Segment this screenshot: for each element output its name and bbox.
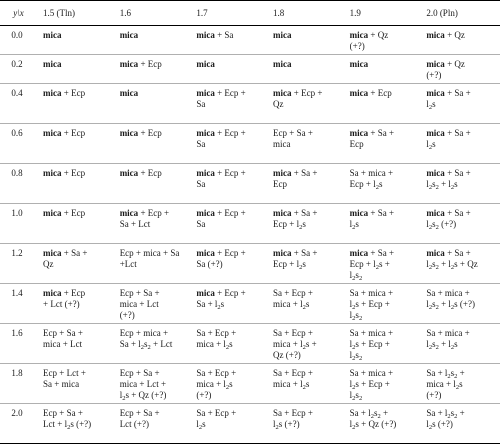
corner-header: y\x — [0, 1, 40, 26]
column-header: 1.5 (Tln) — [40, 1, 117, 26]
table-row — [0, 404, 500, 444]
table-cell: mica + Ecp + Sa — [193, 204, 270, 244]
row-label: 1.6 — [0, 324, 40, 364]
row-label: 2.0 — [0, 404, 40, 444]
table-cell: $Sa + l_2s_2$ + mica + $l_2s$ (+?) — [423, 364, 500, 404]
row-label: 0.4 — [0, 84, 40, 124]
table-cell: mica + Ecp — [40, 124, 117, 164]
column-header: 1.8 — [270, 1, 347, 26]
row-label: 1.4 — [0, 284, 40, 324]
header-row — [0, 1, 500, 26]
table-cell: Ecp + Lct + Sa + mica — [40, 364, 117, 404]
table-cell: mica — [270, 26, 347, 55]
table-cell: mica — [40, 55, 117, 84]
table-cell: Sa + mica + $l_2s$ + Ecp + $l_2s_2$ — [347, 284, 424, 324]
table-cell: mica + Sa + $l_2s$ — [423, 84, 500, 124]
table-cell: Sa + mica + Ecp + $l_2s$ — [347, 164, 424, 204]
table-cell: Sa + Ecp + $l_2s$ (+?) — [270, 404, 347, 444]
table-cell: Sa + mica + $l_2s$ + Ecp + $l_2s_2$ — [347, 324, 424, 364]
table-cell: mica + Ecp + Sa — [193, 84, 270, 124]
table-cell: mica + Sa + Ecp — [347, 124, 424, 164]
table-cell: mica + Sa — [193, 26, 270, 55]
table-cell: Ecp + Sa + Lct (+?) — [117, 404, 194, 444]
table-cell: mica + Sa + Ecp — [270, 164, 347, 204]
table-cell: mica + Qz (+?) — [347, 26, 424, 55]
table-cell: mica + Ecp + Sa — [193, 164, 270, 204]
table-cell: mica + Ecp + Sa (+?) — [193, 244, 270, 284]
table-row — [0, 124, 500, 164]
table-cell: Sa + Ecp + mica + $l_2s$ — [193, 324, 270, 364]
column-header: 1.9 — [347, 1, 424, 26]
table-row — [0, 84, 500, 124]
row-label: 1.8 — [0, 364, 40, 404]
table-cell: Ecp + Sa + mica + Lct (+?) — [117, 284, 194, 324]
table-cell: mica + Ecp — [40, 84, 117, 124]
table-cell: $Sa + l_2s_2$ + $l_2s + Qz$ (+?) — [347, 404, 424, 444]
table-cell: mica + Sa + $l_2s$ — [347, 204, 424, 244]
row-label: 0.6 — [0, 124, 40, 164]
table-cell: mica + Sa + Ecp + $l_2s$ — [270, 204, 347, 244]
table-cell: Sa + Ecp + $l_2s$ — [193, 404, 270, 444]
table-cell: mica + Sa + $l_2s_2 + l_2s$ — [423, 164, 500, 204]
table-cell: mica + Ecp + $Sa + l_2s$ — [193, 284, 270, 324]
table-cell: Ecp + Sa + mica + Lct + $l_2s + Qz$ (+?) — [117, 364, 194, 404]
table-cell: Sa + Ecp + mica + $l_2s$ — [270, 364, 347, 404]
table-row — [0, 55, 500, 84]
table-cell: mica + Ecp — [40, 204, 117, 244]
table-cell: Sa + Ecp + mica + $l_2s$ + Qz (+?) — [270, 324, 347, 364]
table-cell: Sa + mica + $l_2s_2 + l_2s$ (+?) — [423, 284, 500, 324]
table-row — [0, 244, 500, 284]
column-header: 1.7 — [193, 1, 270, 26]
table-cell: mica + Sa + Qz — [40, 244, 117, 284]
row-label: 0.2 — [0, 55, 40, 84]
column-header: 1.6 — [117, 1, 194, 26]
table-cell: mica + Ecp + Qz — [270, 84, 347, 124]
table-row — [0, 364, 500, 404]
table-cell: mica + Ecp — [117, 164, 194, 204]
table-cell: Ecp + Sa + Lct + $l_2s$ (+?) — [40, 404, 117, 444]
table-cell: Sa + Ecp + mica + $l_2s$ — [270, 284, 347, 324]
table-cell: mica — [347, 55, 424, 84]
table-cell: mica — [117, 26, 194, 55]
table-cell: mica + Sa + $l_2s_2 + l_2s + Qz$ — [423, 244, 500, 284]
table-cell: mica — [193, 55, 270, 84]
table-row — [0, 26, 500, 55]
table-cell: Sa + Ecp + mica + $l_2s$ (+?) — [193, 364, 270, 404]
row-label: 0.0 — [0, 26, 40, 55]
table-cell: mica + Ecp + Sa — [193, 124, 270, 164]
table-cell: mica + Ecp — [347, 84, 424, 124]
table-cell: mica + Sa + Ecp + $l_2s$ — [270, 244, 347, 284]
table-cell: $Sa + l_2s_2$ + $l_2s$ (+?) — [423, 404, 500, 444]
table-cell: mica + Qz (+?) — [423, 55, 500, 84]
table-cell: mica + Qz — [423, 26, 500, 55]
row-label: 1.0 — [0, 204, 40, 244]
table-cell: mica + Sa + $l_2s_2$ (+?) — [423, 204, 500, 244]
table-row — [0, 164, 500, 204]
column-header: 2.0 (Pln) — [423, 1, 500, 26]
table-cell: Sa + mica + $l_2s$ + Ecp + $l_2s_2$ — [347, 364, 424, 404]
table-row — [0, 284, 500, 324]
table-cell: mica — [117, 84, 194, 124]
table-cell: mica — [40, 26, 117, 55]
row-label: 0.8 — [0, 164, 40, 204]
table-cell: Sa + mica + $l_2s_2 + l_2s$ — [423, 324, 500, 364]
table-cell: mica + Ecp — [40, 164, 117, 204]
table-cell: mica — [270, 55, 347, 84]
table-cell: mica + Ecp — [117, 124, 194, 164]
table-row — [0, 324, 500, 364]
table-cell: mica + Ecp + Sa + Lct — [117, 204, 194, 244]
table-cell: mica + Sa + Ecp + $l_2s$ + $l_2s_2$ — [347, 244, 424, 284]
table-cell: mica + Sa + $l_2s$ — [423, 124, 500, 164]
row-label: 1.2 — [0, 244, 40, 284]
table-cell: Ecp + Sa + mica + Lct — [40, 324, 117, 364]
table-cell: Ecp + Sa + mica — [270, 124, 347, 164]
table-cell: mica + Ecp + Lct (+?) — [40, 284, 117, 324]
table-row — [0, 204, 500, 244]
table-cell: mica + Ecp — [117, 55, 194, 84]
table-cell: Ecp + mica + $Sa + l_2s_2$ + Lct — [117, 324, 194, 364]
table-cell: Ecp + mica + Sa +Lct — [117, 244, 194, 284]
